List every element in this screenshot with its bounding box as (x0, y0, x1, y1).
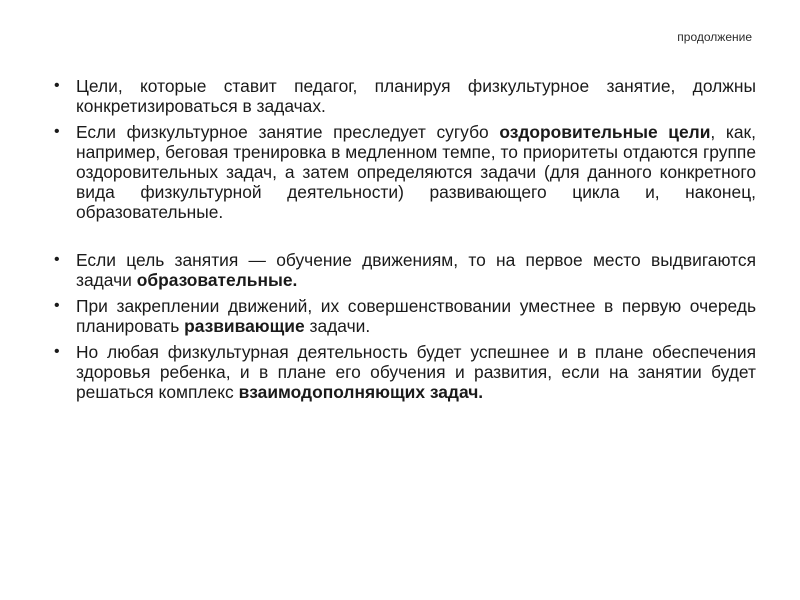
bullet-text: задачи. (304, 316, 371, 336)
bullet-bold-text: образовательные. (136, 270, 298, 290)
bullet-text: Но любая физкультурная деятельность будет успешнее и в плане обеспечения здоровья ребенка, и в плане его обучения и развития, если на занятии будет решаться комплекс (76, 342, 756, 402)
bullet-text: При закреплении движений, их совершенствовании уместнее в первую очередь планировать (76, 296, 756, 336)
bullet-text: Если физкультурное занятие преследует сугубо (76, 122, 500, 142)
bullet-item (54, 342, 756, 402)
bullet-item (54, 122, 756, 222)
bullet-text: , как, например, беговая тренировка в медленном темпе, то приоритеты отдаются группе оздоровительных задач, а затем определяются задачи (для данного конкретного вида физкультурной деятельности) развивающего цикла и, наконец, образовательные. (76, 122, 756, 222)
slide-header-label: продолжение (677, 30, 752, 44)
bullet-item (54, 76, 756, 116)
bullet-bold-text: развивающие (184, 316, 305, 336)
bullet-item (54, 296, 756, 336)
bullet-text: Если цель занятия — обучение движениям, то на первое место выдвигаются задачи (76, 250, 756, 290)
bullet-bold-text: оздоровительные цели (499, 122, 711, 142)
bullet-bold-text: взаимодополняющих задач. (238, 382, 484, 402)
bullet-text: Цели, которые ставит педагог, планируя физкультурное занятие, должны конкретизироваться в задачах. (76, 76, 756, 116)
bullet-item (54, 250, 756, 290)
slide-content (54, 76, 756, 408)
